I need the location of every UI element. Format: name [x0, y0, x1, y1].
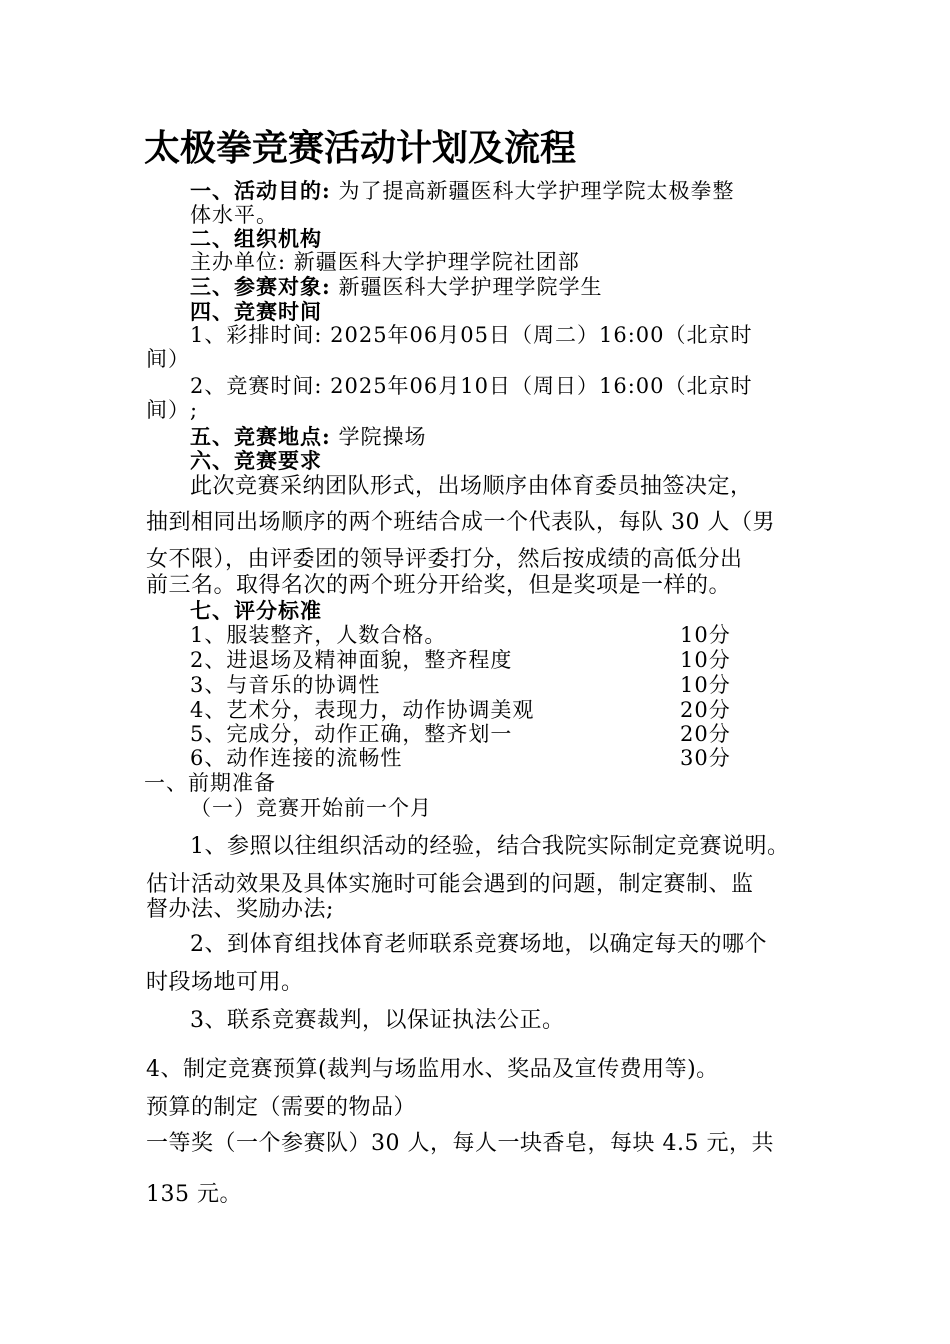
competition-time: 2、竞赛时间: 2025年06月10日（周日）16:00（北京时: [190, 374, 753, 398]
scoring-heading: 七、评分标准: [190, 598, 322, 623]
preparation-heading: 一、前期准备: [144, 771, 276, 795]
requirements-text-4: 前三名。取得名次的两个班分开给奖，但是奖项是一样的。: [146, 573, 732, 598]
preparation-item-2-continued: 时段场地可用。: [146, 970, 304, 995]
preparation-item-1: 1、参照以往组织活动的经验，结合我院实际制定竞赛说明。: [190, 834, 790, 859]
schedule-heading: 四、竞赛时间: [190, 299, 322, 324]
scoring-item: 6、动作连接的流畅性: [190, 746, 403, 770]
venue-text: 学院操场: [338, 425, 427, 449]
scoring-item: 3、与音乐的协调性: [190, 673, 381, 697]
rehearsal-time-continued: 间）: [146, 347, 190, 371]
requirements-text-1: 此次竞赛采纳团队形式，出场顺序由体育委员抽签决定，: [190, 474, 753, 499]
purpose-text-continued: 体水平。: [190, 203, 278, 227]
purpose-line: [190, 180, 734, 202]
organization-host: 主办单位: 新疆医科大学护理学院社团部: [190, 250, 580, 274]
preparation-item-4: 4、制定竞赛预算(裁判与场监用水、奖品及宣传费用等)。: [146, 1057, 719, 1082]
participants-text: 新疆医科大学护理学院学生: [338, 275, 603, 299]
venue-label: 五、竞赛地点:: [190, 424, 331, 449]
scoring-item: 4、艺术分，表现力，动作协调美观: [190, 698, 535, 722]
venue-line: [190, 426, 426, 448]
preparation-item-2: 2、到体育组找体育老师联系竞赛场地，以确定每天的哪个: [190, 932, 767, 957]
preparation-subheading: （一）竞赛开始前一个月: [190, 796, 432, 820]
preparation-item-1-continued: 督办法、奖励办法;: [146, 897, 334, 922]
page-title: 太极拳竞赛活动计划及流程: [144, 127, 577, 169]
scoring-item: 1、服装整齐，人数合格。: [190, 623, 447, 647]
prize-line: 一等奖（一个参赛队）30 人，每人一块香皂，每块 4.5 元，共: [146, 1131, 774, 1156]
budget-heading: 预算的制定（需要的物品）: [146, 1095, 417, 1120]
rehearsal-time: 1、彩排时间: 2025年06月05日（周二）16:00（北京时: [190, 323, 753, 347]
competition-time-continued: 间）;: [146, 398, 199, 422]
preparation-item-3: 3、联系竞赛裁判，以保证执法公正。: [190, 1008, 565, 1033]
requirements-text-2: 抽到相同出场顺序的两个班结合成一个代表队，每队 30 人（男: [146, 510, 775, 535]
purpose-text: 为了提高新疆医科大学护理学院太极拳整: [338, 179, 735, 203]
purpose-label: 一、活动目的:: [190, 178, 331, 203]
prize-line-continued: 135 元。: [146, 1182, 242, 1207]
organization-heading: 二、组织机构: [190, 226, 322, 251]
participants-label: 三、参赛对象:: [190, 274, 331, 299]
scoring-points: 30分: [680, 746, 731, 770]
requirements-heading: 六、竞赛要求: [190, 448, 322, 473]
participants-line: [190, 276, 602, 298]
scoring-item: 5、完成分，动作正确，整齐划一: [190, 722, 513, 746]
requirements-text-3: 女不限），由评委团的领导评委打分，然后按成绩的高低分出: [146, 547, 743, 572]
scoring-points: 20分: [680, 722, 731, 746]
scoring-points: 10分: [680, 673, 731, 697]
scoring-item: 2、进退场及精神面貌，整齐程度: [190, 648, 513, 672]
scoring-points: 10分: [680, 648, 731, 672]
preparation-item-1-continued: 估计活动效果及具体实施时可能会遇到的问题，制定赛制、监: [146, 872, 754, 897]
scoring-points: 20分: [680, 698, 731, 722]
scoring-points: 10分: [680, 623, 731, 647]
